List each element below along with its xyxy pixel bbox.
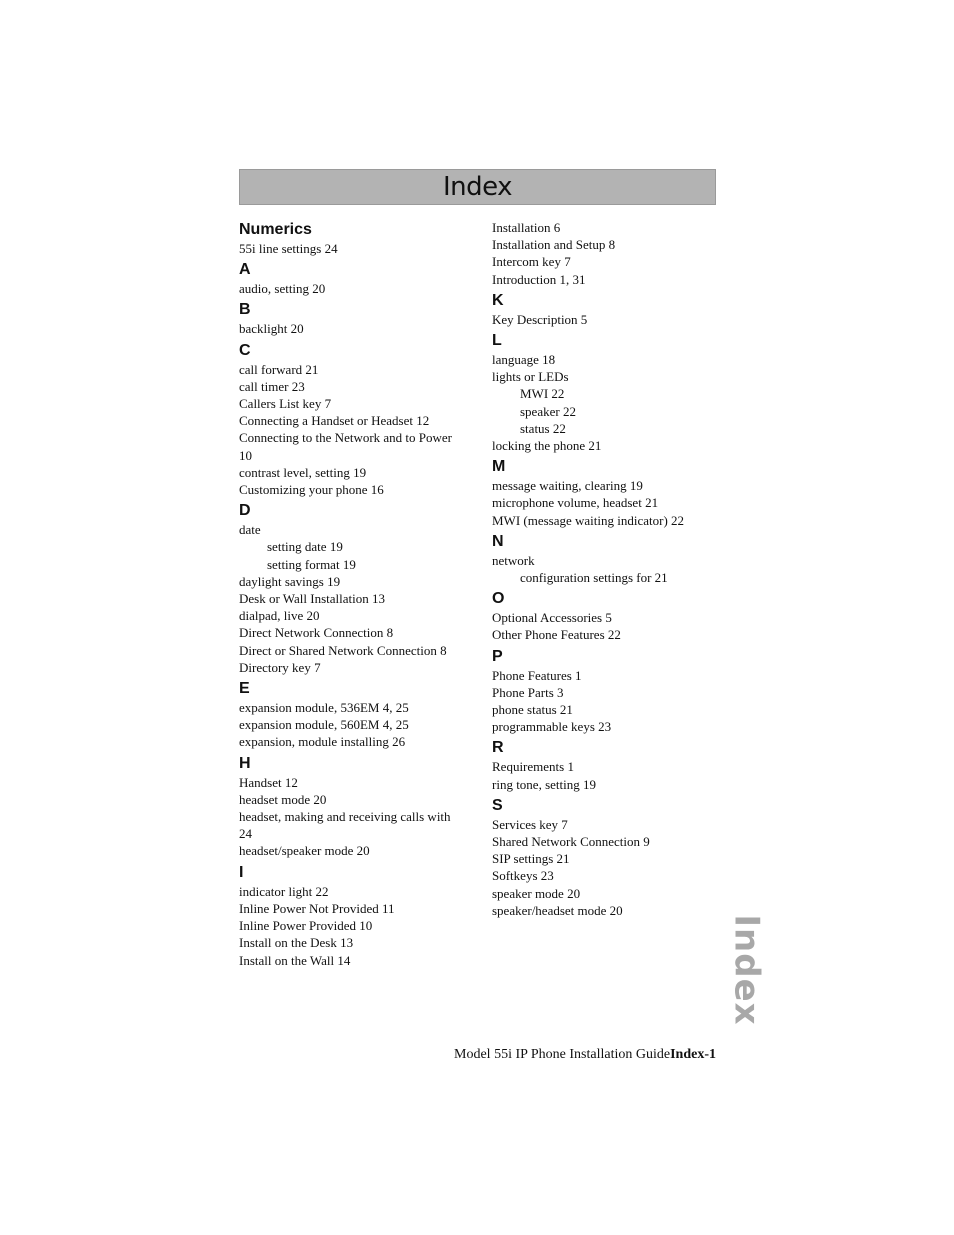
index-entry: speaker mode 20 bbox=[492, 885, 581, 901]
index-entry: expansion module, 560EM 4, 25 bbox=[239, 717, 409, 733]
index-entry: Shared Network Connection 9 bbox=[492, 834, 650, 850]
index-entry: headset mode 20 bbox=[239, 791, 327, 807]
heading-o: O bbox=[492, 590, 505, 608]
index-entry: SIP settings 21 bbox=[492, 851, 570, 867]
index-column-left bbox=[239, 220, 471, 969]
footer-guide-title: Model 55i IP Phone Installation Guide bbox=[454, 1047, 671, 1062]
index-entry: date bbox=[239, 522, 261, 538]
heading-l: L bbox=[492, 332, 502, 350]
index-entry: Services key 7 bbox=[492, 816, 568, 832]
index-subentry: MWI 22 bbox=[520, 386, 565, 402]
index-entry: backlight 20 bbox=[239, 321, 304, 337]
heading-r: R bbox=[492, 739, 504, 757]
index-entry: ring tone, setting 19 bbox=[492, 776, 596, 792]
heading-k: K bbox=[492, 291, 504, 309]
heading-n: N bbox=[492, 532, 504, 550]
index-entry: phone status 21 bbox=[492, 702, 573, 718]
index-entry: locking the phone 21 bbox=[492, 438, 602, 454]
footer-page-number: Index-1 bbox=[670, 1047, 716, 1062]
index-entry: Phone Parts 3 bbox=[492, 684, 564, 700]
heading-e: E bbox=[239, 680, 250, 698]
heading-p: P bbox=[492, 647, 503, 665]
index-entry: headset/speaker mode 20 bbox=[239, 843, 370, 859]
heading-i: I bbox=[239, 863, 244, 881]
heading-d: D bbox=[239, 502, 251, 520]
index-entry: Key Description 5 bbox=[492, 311, 588, 327]
index-entry: Direct or Shared Network Connection 8 bbox=[239, 642, 447, 658]
index-entry: Directory key 7 bbox=[239, 659, 321, 675]
page-footer bbox=[454, 1047, 716, 1063]
heading-numerics: Numerics bbox=[239, 221, 312, 238]
index-entry: 55i line settings 24 bbox=[239, 241, 338, 256]
index-subentry: setting format 19 bbox=[267, 556, 356, 572]
index-entry: message waiting, clearing 19 bbox=[492, 478, 643, 494]
index-entry: dialpad, live 20 bbox=[239, 608, 320, 624]
index-entry: network bbox=[492, 552, 535, 568]
index-entry: MWI (message waiting indicator) 22 bbox=[492, 512, 685, 528]
index-entry: expansion, module installing 26 bbox=[239, 734, 406, 750]
index-entry: Other Phone Features 22 bbox=[492, 627, 621, 643]
index-subentry: setting date 19 bbox=[267, 539, 343, 555]
index-entry: Callers List key 7 bbox=[239, 396, 332, 412]
index-entry: lights or LEDs bbox=[492, 369, 569, 385]
index-entry: headset, making and receiving calls with bbox=[239, 809, 451, 825]
index-entry: Intercom key 7 bbox=[492, 254, 571, 270]
index-entry: Customizing your phone 16 bbox=[239, 482, 384, 498]
side-tab bbox=[727, 914, 767, 1026]
side-tab-label: Index bbox=[727, 914, 767, 1026]
heading-m: M bbox=[492, 458, 506, 476]
index-subentry: configuration settings for 21 bbox=[520, 570, 668, 586]
index-entry: call timer 23 bbox=[239, 378, 305, 394]
index-entry: Softkeys 23 bbox=[492, 868, 554, 884]
heading-a: A bbox=[239, 261, 251, 279]
index-entry: speaker/headset mode 20 bbox=[492, 902, 623, 918]
page-title: Index bbox=[442, 172, 513, 202]
index-entry: Phone Features 1 bbox=[492, 667, 582, 683]
index-entry: 10 bbox=[239, 447, 252, 463]
index-entry: Handset 12 bbox=[239, 774, 298, 790]
index-entry: Desk or Wall Installation 13 bbox=[239, 591, 386, 607]
index-entry: Connecting to the Network and to Power bbox=[239, 430, 453, 446]
heading-h: H bbox=[239, 754, 251, 772]
index-entry: programmable keys 23 bbox=[492, 719, 612, 735]
index-entry: 24 bbox=[239, 826, 252, 842]
index-entry: Introduction 1, 31 bbox=[492, 271, 586, 287]
index-subentry: status 22 bbox=[520, 420, 566, 436]
index-entry: microphone volume, headset 21 bbox=[492, 495, 659, 511]
index-title-bar bbox=[239, 169, 716, 205]
index-entry: Install on the Wall 14 bbox=[239, 952, 351, 968]
index-entry: call forward 21 bbox=[239, 361, 319, 377]
index-entry: Optional Accessories 5 bbox=[492, 610, 612, 626]
index-entry: indicator light 22 bbox=[239, 883, 329, 899]
index-subentry: speaker 22 bbox=[520, 403, 576, 419]
index-entry: Inline Power Not Provided 11 bbox=[239, 900, 395, 916]
heading-s: S bbox=[492, 796, 503, 814]
index-entry: contrast level, setting 19 bbox=[239, 464, 367, 480]
index-entry: expansion module, 536EM 4, 25 bbox=[239, 700, 409, 716]
index-entry: language 18 bbox=[492, 352, 556, 368]
index-entry: Direct Network Connection 8 bbox=[239, 625, 394, 641]
index-entry: Requirements 1 bbox=[492, 759, 574, 775]
index-entry: Install on the Desk 13 bbox=[239, 935, 354, 951]
index-entry: audio, setting 20 bbox=[239, 281, 326, 297]
index-column-right bbox=[492, 219, 724, 919]
heading-c: C bbox=[239, 341, 251, 359]
index-entry: Connecting a Handset or Headset 12 bbox=[239, 413, 430, 429]
index-entry: Installation and Setup 8 bbox=[492, 237, 616, 253]
heading-b: B bbox=[239, 301, 251, 319]
index-entry: Inline Power Provided 10 bbox=[239, 918, 373, 934]
index-entry: Installation 6 bbox=[492, 220, 561, 235]
index-entry: daylight savings 19 bbox=[239, 573, 341, 589]
